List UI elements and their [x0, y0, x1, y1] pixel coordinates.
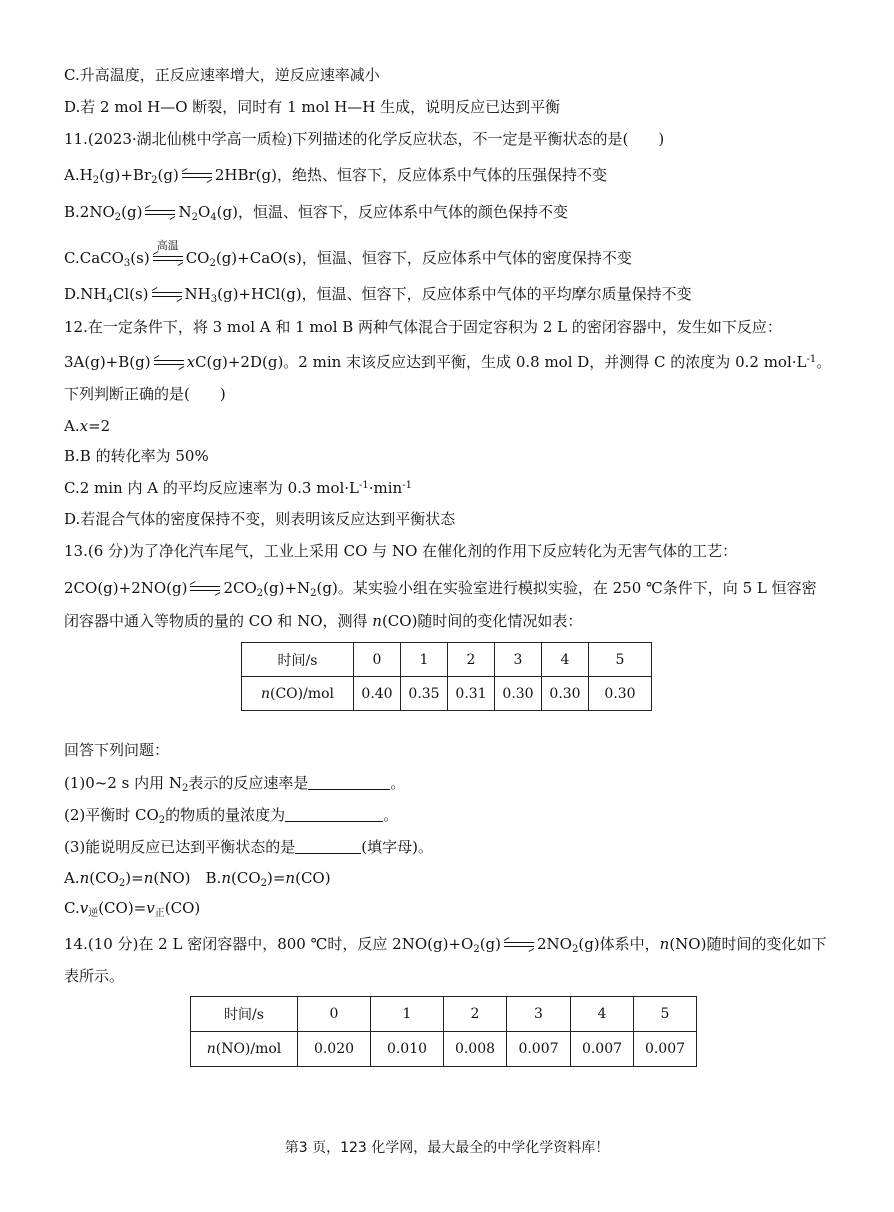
table-cell: 0.31: [448, 677, 495, 711]
q12-option-a: A.x=2: [64, 417, 111, 435]
q11-option-c: C.CaCO$_3$(s) 高温 $CO_2(g)+CaO(s)$，恒温、恒容下，反应体系中气体的密度保持不变: [64, 239, 632, 269]
table-header-row: [191, 997, 697, 1032]
question-12: 12.在一定条件下，将 3 mol A 和 1 mol B 两种气体混合于固定容积为 2 L 的密闭容器中，发生如下反应：: [64, 318, 782, 336]
question-13: 13.(6 分)为了净化汽车尾气，工业上采用 CO 与 NO 在催化剂的作用下反应转化为无害气体的工艺：: [64, 542, 738, 560]
table-cell: 0.35: [401, 677, 448, 711]
table-cell: 5: [634, 997, 697, 1032]
question-14: 14.(10 分)在 2 L 密闭容器中，800 ℃时，反应 $2NO(g)+O_2(g)$ $2NO_2(g)$体系中，n(NO)随时间的变化如下: [64, 935, 827, 955]
equilibrium-arrow-icon: [143, 208, 177, 218]
table-cell: 4: [542, 643, 589, 677]
equilibrium-arrow-icon: [150, 290, 184, 300]
table-cell: 4: [571, 997, 634, 1032]
q13-answer-intro: 回答下列问题：: [64, 741, 170, 759]
table-row: [242, 677, 652, 711]
answer-blank[interactable]: [285, 806, 383, 822]
option-c-q10: C.升高温度，正反应速率增大，逆反应速率减小: [64, 66, 380, 84]
table-cell: 0.30: [542, 677, 589, 711]
option-d-q10: D.若 2 mol H—O 断裂，同时有 1 mol H—H 生成，说明反应已达到平衡: [64, 98, 561, 116]
table-row-label: n(NO)/mol: [191, 1032, 298, 1067]
q11-option-a: $A.H_2(g)+Br_2(g)$ 2HBr(g)，绝热、恒容下，反应体系中气体的压强保持不变: [64, 166, 607, 186]
q11-option-b: $B.2NO_2(g)$ $N_2O_4(g)$，恒温、恒容下，反应体系中气体的颜色保持不变: [64, 203, 568, 223]
table-cell: 0.020: [298, 1032, 371, 1067]
q12-option-d: D.若混合气体的密度保持不变，则表明该反应达到平衡状态: [64, 510, 456, 528]
table-no: [190, 996, 697, 1067]
table-cell: 0.010: [371, 1032, 444, 1067]
table-row: [191, 1032, 697, 1067]
q13-continuation: 闭容器中通入等物质的量的 CO 和 NO，测得 n(CO)随时间的变化情况如表：: [64, 612, 583, 630]
reaction-condition: 高温: [156, 239, 179, 252]
table-cell: 0.008: [444, 1032, 507, 1067]
q12-option-c: C.2 min 内 A 的平均反应速率为 0.3 $mol\cdot L^{-1}\cdot\min^{-1}$: [64, 479, 412, 497]
q12-ask: 下列判断正确的是( ): [64, 385, 226, 403]
table-cell: 0.40: [354, 677, 401, 711]
table-cell: 3: [495, 643, 542, 677]
equilibrium-arrow-icon: [151, 239, 185, 264]
equilibrium-arrow-icon: [152, 358, 186, 368]
q13-part-1: (1)0~2 s 内用 $N_2$表示的反应速率是 。: [64, 774, 406, 794]
table-cell: 0.007: [571, 1032, 634, 1067]
question-11: 11.(2023·湖北仙桃中学高一质检)下列描述的化学反应状态，不一定是平衡状态的是( ): [64, 130, 665, 148]
q13-options-ab: $A.n(CO_2)=n(NO)$ $B.n(CO_2)=n(CO)$: [64, 869, 331, 889]
table-cell: 5: [589, 643, 652, 677]
q11-option-d: $D.NH_4Cl(s)$ $NH_3(g)+HCl(g)$，恒温、恒容下，反应体系中气体的平均摩尔质量保持不变: [64, 285, 692, 305]
table-cell: 1: [401, 643, 448, 677]
table-cell: 0.007: [634, 1032, 697, 1067]
table-cell: 0: [298, 997, 371, 1032]
equilibrium-arrow-icon: [180, 171, 214, 181]
q13-option-c: $C.v_逆(CO)=v_正(CO)$: [64, 899, 201, 919]
table-cell: 2: [448, 643, 495, 677]
page-footer: 第3 页，123 化学网，最大最全的中学化学资料库！: [284, 1140, 610, 1156]
table-cell: 0.30: [589, 677, 652, 711]
table-cell: 1: [371, 997, 444, 1032]
table-cell: 时间/s: [242, 643, 354, 677]
answer-blank[interactable]: [308, 774, 390, 790]
equilibrium-arrow-icon: [502, 940, 536, 950]
q12-option-b: B.B 的转化率为 50%: [64, 447, 209, 465]
q14-continuation: 表所示。: [64, 967, 125, 985]
table-header-row: [242, 643, 652, 677]
table-cell: 2: [444, 997, 507, 1032]
table-cell: 时间/s: [191, 997, 298, 1032]
table-cell: 0.30: [495, 677, 542, 711]
table-co: [241, 642, 652, 711]
q12-equation: 3A(g)+B(g) xC(g)+2D(g)。2 min 末该反应达到平衡，生成 0.8 mol D，并测得 C 的浓度为 0.2 $mol\cdot L^{-1}$。: [64, 353, 832, 371]
q13-part-2: (2)平衡时 $CO_2$的物质的量浓度为 。: [64, 806, 399, 826]
q13-equation: 2CO(g)+2NO(g) $2CO_2(g)+N_2(g)$。某实验小组在实验室进行模拟实验，在 250 ℃条件下，向 5 L 恒容密: [64, 579, 817, 599]
table-cell: 3: [507, 997, 571, 1032]
answer-blank[interactable]: [295, 838, 361, 854]
q13-part-3: (3)能说明反应已达到平衡状态的是 (填字母)。: [64, 838, 433, 856]
table-cell: 0: [354, 643, 401, 677]
table-row-label: n(CO)/mol: [242, 677, 354, 711]
equilibrium-arrow-icon: [188, 584, 222, 594]
table-cell: 0.007: [507, 1032, 571, 1067]
